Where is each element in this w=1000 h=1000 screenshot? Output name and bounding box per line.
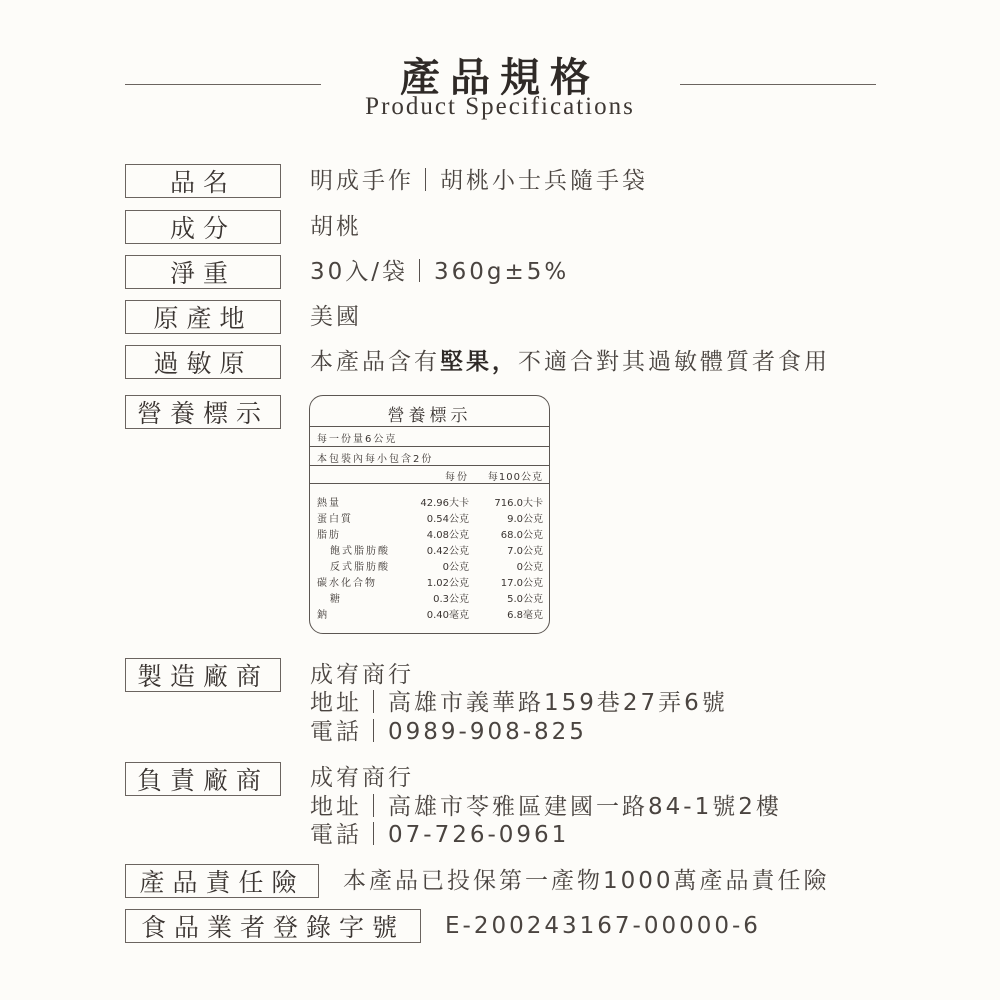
nutrition-row bbox=[310, 510, 549, 526]
registration-label: 食品業者登錄字號 bbox=[125, 909, 421, 943]
nutrition-divider bbox=[310, 465, 549, 466]
nutrient-name: 糖 bbox=[330, 594, 342, 605]
insurance-value: 本產品已投保第一產物1000萬產品責任險 bbox=[343, 868, 830, 894]
nutrition-facts-box bbox=[309, 395, 550, 634]
nutrition-title: 營養標示 bbox=[387, 406, 472, 426]
nutrition-row bbox=[310, 606, 549, 622]
responsible-label: 負責廠商 bbox=[125, 762, 281, 796]
nutrient-per-100g: 17.0公克 bbox=[500, 578, 543, 589]
nutrient-name: 熱量 bbox=[317, 498, 341, 509]
allergen-text-bold: 堅果， bbox=[440, 349, 518, 375]
nutrient-per-serving: 1.02公克 bbox=[426, 578, 469, 589]
nutrient-per-100g: 0公克 bbox=[516, 562, 543, 573]
nutrient-per-serving: 0.3公克 bbox=[433, 594, 469, 605]
nutrition-row bbox=[310, 574, 549, 590]
nutrient-per-serving: 4.08公克 bbox=[426, 530, 469, 541]
nutrient-name: 脂肪 bbox=[317, 530, 341, 541]
nutrient-name: 飽式脂肪酸 bbox=[330, 546, 390, 557]
nutrient-per-serving: 0.54公克 bbox=[426, 514, 469, 525]
nutrition-divider bbox=[310, 426, 549, 427]
manufacturer-phone: 電話｜0989-908-825 bbox=[310, 719, 587, 745]
allergen-text-post: 不適合對其過敏體質者食用 bbox=[518, 349, 830, 375]
nutrient-name: 反式脂肪酸 bbox=[330, 562, 390, 573]
nutrient-name: 蛋白質 bbox=[317, 514, 353, 525]
registration-value: E-200243167-00000-6 bbox=[445, 913, 761, 939]
nutrition-serving-size: 每一份量6公克 bbox=[317, 434, 398, 445]
spec-value-name: 明成手作｜胡桃小士兵隨手袋 bbox=[310, 168, 648, 194]
manufacturer-address: 地址｜高雄市義華路159巷27弄6號 bbox=[310, 690, 728, 716]
nutrient-per-100g: 68.0公克 bbox=[500, 530, 543, 541]
nutrition-row bbox=[310, 526, 549, 542]
page-subtitle: Product Specifications bbox=[365, 93, 635, 120]
spec-label-origin: 原產地 bbox=[125, 300, 281, 334]
nutrition-servings: 本包裝內每小包含2份 bbox=[317, 454, 434, 465]
nutrition-row bbox=[310, 558, 549, 574]
spec-label-name: 品名 bbox=[125, 164, 281, 198]
nutrition-col-per-100g: 每100公克 bbox=[487, 472, 543, 483]
nutrient-per-100g: 7.0公克 bbox=[507, 546, 543, 557]
nutrition-divider bbox=[310, 446, 549, 447]
responsible-phone: 電話｜07-726-0961 bbox=[310, 822, 570, 848]
allergen-text-pre: 本產品含有 bbox=[310, 349, 440, 375]
spec-value-allergen bbox=[310, 348, 830, 376]
spec-label-nutrition: 營養標示 bbox=[125, 395, 281, 429]
spec-label-net-weight: 淨重 bbox=[125, 255, 281, 289]
manufacturer-company: 成宥商行 bbox=[310, 662, 414, 688]
nutrient-per-serving: 0公克 bbox=[442, 562, 469, 573]
responsible-company: 成宥商行 bbox=[310, 765, 414, 791]
spec-label-allergen: 過敏原 bbox=[125, 345, 281, 379]
nutrition-row bbox=[310, 494, 549, 510]
nutrient-per-serving: 0.42公克 bbox=[426, 546, 469, 557]
manufacturer-label: 製造廠商 bbox=[125, 658, 281, 692]
nutrient-per-100g: 716.0大卡 bbox=[494, 498, 543, 509]
spec-value-origin: 美國 bbox=[310, 304, 362, 330]
nutrition-row bbox=[310, 590, 549, 606]
nutrition-divider bbox=[310, 483, 549, 484]
spec-label-ingredients: 成分 bbox=[125, 210, 281, 244]
nutrient-name: 鈉 bbox=[317, 610, 329, 621]
page-title: 產品規格 bbox=[400, 54, 600, 101]
spec-value-net-weight: 30入/袋｜360g±5% bbox=[310, 259, 570, 285]
responsible-address: 地址｜高雄市苓雅區建國一路84-1號2樓 bbox=[310, 794, 782, 820]
nutrient-per-100g: 5.0公克 bbox=[507, 594, 543, 605]
nutrient-per-serving: 42.96大卡 bbox=[420, 498, 469, 509]
insurance-label: 產品責任險 bbox=[125, 864, 319, 898]
nutrient-name: 碳水化合物 bbox=[317, 578, 377, 589]
nutrient-per-100g: 6.8毫克 bbox=[507, 610, 543, 621]
nutrition-row bbox=[310, 542, 549, 558]
nutrient-per-serving: 0.40毫克 bbox=[426, 610, 469, 621]
nutrition-col-per-serving: 每份 bbox=[445, 472, 469, 483]
nutrient-per-100g: 9.0公克 bbox=[507, 514, 543, 525]
spec-value-ingredients: 胡桃 bbox=[310, 214, 362, 240]
